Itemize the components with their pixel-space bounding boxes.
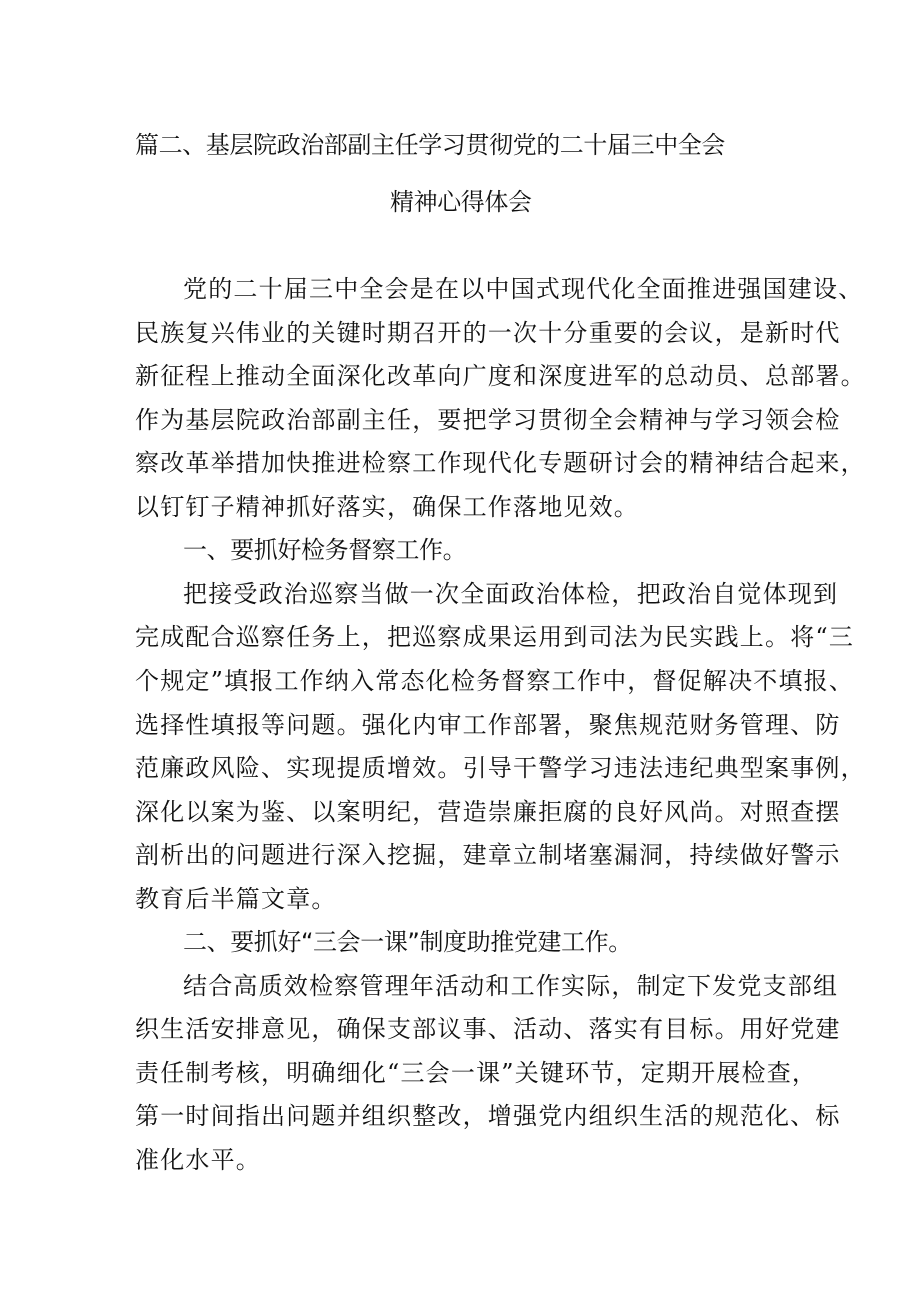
section-2-line: 结合高质效检察管理年活动和工作实际，制定下发党支部组 bbox=[183, 972, 839, 1000]
section-1-line: 剖析出的问题进行深入挖掘，建章立制堵塞漏洞，持续做好警示 bbox=[135, 841, 841, 869]
section-2-line: 准化水平。 bbox=[135, 1146, 261, 1174]
intro-line: 党的二十届三中全会是在以中国式现代化全面推进强国建设、 bbox=[183, 275, 864, 303]
section-1-line: 深化以案为鉴、以案明纪，营造崇廉拒腐的良好风尚。对照查摆 bbox=[135, 798, 841, 826]
section-2-heading: 二、要抓好“三会一课”制度助推党建工作。 bbox=[183, 928, 632, 956]
section-2-line: 织生活安排意见，确保支部议事、活动、落实有目标。用好党建 bbox=[135, 1015, 841, 1043]
intro-line: 新征程上推动全面深化改革向广度和深度进军的总动员、总部署。 bbox=[135, 362, 866, 390]
section-1-line: 选择性填报等问题。强化内审工作部署，聚焦规范财务管理、防 bbox=[135, 711, 841, 739]
section-1-line: 教育后半篇文章。 bbox=[135, 885, 337, 913]
section-1-line: 把接受政治巡察当做一次全面政治体检，把政治自觉体现到 bbox=[183, 580, 839, 608]
document-title-line-1: 篇二、基层院政治部副主任学习贯彻党的二十届三中全会 bbox=[135, 131, 725, 159]
section-1-line: 完成配合巡察任务上，把巡察成果运用到司法为民实践上。将“三 bbox=[135, 623, 855, 651]
section-1-line: 个规定”填报工作纳入常态化检务督察工作中，督促解决不填报、 bbox=[135, 667, 855, 695]
section-2-line: 第一时间指出问题并组织整改，增强党内组织生活的规范化、标 bbox=[135, 1102, 841, 1130]
section-2-line: 责任制考核，明确细化“三会一课”关键环节，定期开展检查， bbox=[135, 1059, 818, 1087]
section-1-line: 范廉政风险、实现提质增效。引导干警学习违法违纪典型案事例， bbox=[135, 754, 866, 782]
section-1-heading: 一、要抓好检务督察工作。 bbox=[183, 536, 467, 564]
intro-line: 以钉钉子精神抓好落实，确保工作落地见效。 bbox=[135, 493, 639, 521]
intro-line: 察改革举措加快推进检察工作现代化专题研讨会的精神结合起来， bbox=[135, 449, 866, 477]
intro-line: 作为基层院政治部副主任，要把学习贯彻全会精神与学习领会检 bbox=[135, 406, 841, 434]
intro-line: 民族复兴伟业的关键时期召开的一次十分重要的会议，是新时代 bbox=[135, 319, 841, 347]
document-title-line-2: 精神心得体会 bbox=[390, 188, 532, 216]
